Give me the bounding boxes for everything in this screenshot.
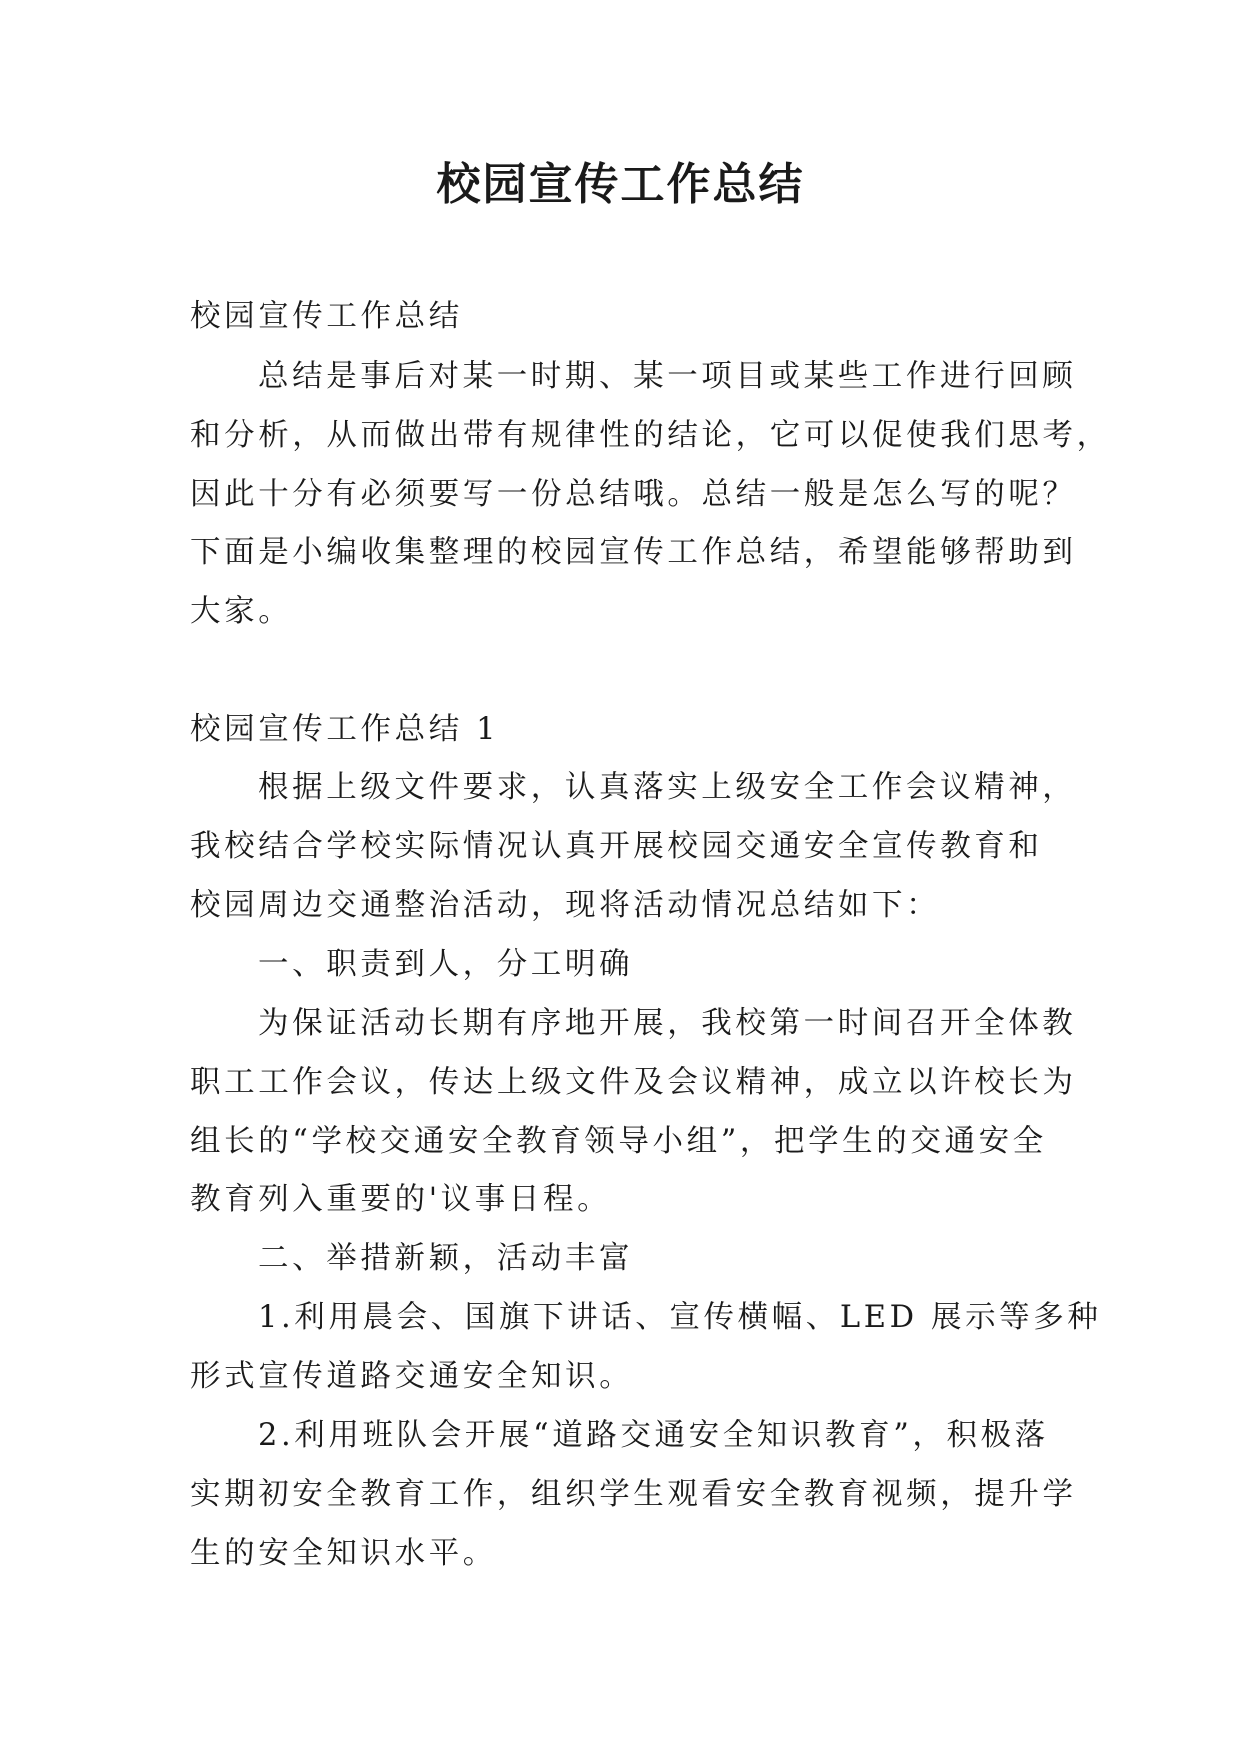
intro-paragraph-line: 大家。 — [190, 594, 293, 629]
list-item-line: 2.利用班队会开展“道路交通安全知识教育”，积极落 — [258, 1418, 1049, 1453]
section-heading: 校园宣传工作总结 1 — [190, 712, 500, 747]
body-paragraph-line: 组长的“学校交通安全教育领导小组”，把学生的交通安全 — [190, 1124, 1047, 1159]
list-item-line: 生的安全知识水平。 — [190, 1536, 497, 1571]
intro-paragraph-line: 和分析，从而做出带有规律性的结论，它可以促使我们思考， — [190, 418, 1111, 453]
body-paragraph-line: 根据上级文件要求，认真落实上级安全工作会议精神， — [258, 770, 1077, 805]
list-item-line: 形式宣传道路交通安全知识。 — [190, 1359, 634, 1394]
body-paragraph-line: 为保证活动长期有序地开展，我校第一时间召开全体教 — [258, 1006, 1077, 1041]
body-paragraph-line: 我校结合学校实际情况认真开展校园交通安全宣传教育和 — [190, 829, 1043, 864]
subsection-heading: 二、举措新颖，活动丰富 — [258, 1241, 634, 1276]
section-heading: 校园宣传工作总结 — [190, 299, 463, 334]
intro-paragraph-line: 总结是事后对某一时期、某一项目或某些工作进行回顾 — [258, 359, 1077, 394]
intro-paragraph-line: 下面是小编收集整理的校园宣传工作总结，希望能够帮助到 — [190, 535, 1077, 570]
body-paragraph-line: 教育列入重要的'议事日程。 — [190, 1182, 612, 1217]
subsection-heading: 一、职责到人，分工明确 — [258, 947, 634, 982]
body-paragraph-line: 校园周边交通整治活动，现将活动情况总结如下： — [190, 888, 941, 923]
intro-paragraph-line: 因此十分有必须要写一份总结哦。总结一般是怎么写的呢？ — [190, 477, 1077, 512]
list-item-line: 实期初安全教育工作，组织学生观看安全教育视频，提升学 — [190, 1477, 1077, 1512]
list-item-line: 1.利用晨会、国旗下讲话、宣传横幅、LED 展示等多种 — [258, 1300, 1102, 1335]
document-title: 校园宣传工作总结 — [436, 159, 805, 210]
body-paragraph-line: 职工工作会议，传达上级文件及会议精神，成立以许校长为 — [190, 1065, 1077, 1100]
